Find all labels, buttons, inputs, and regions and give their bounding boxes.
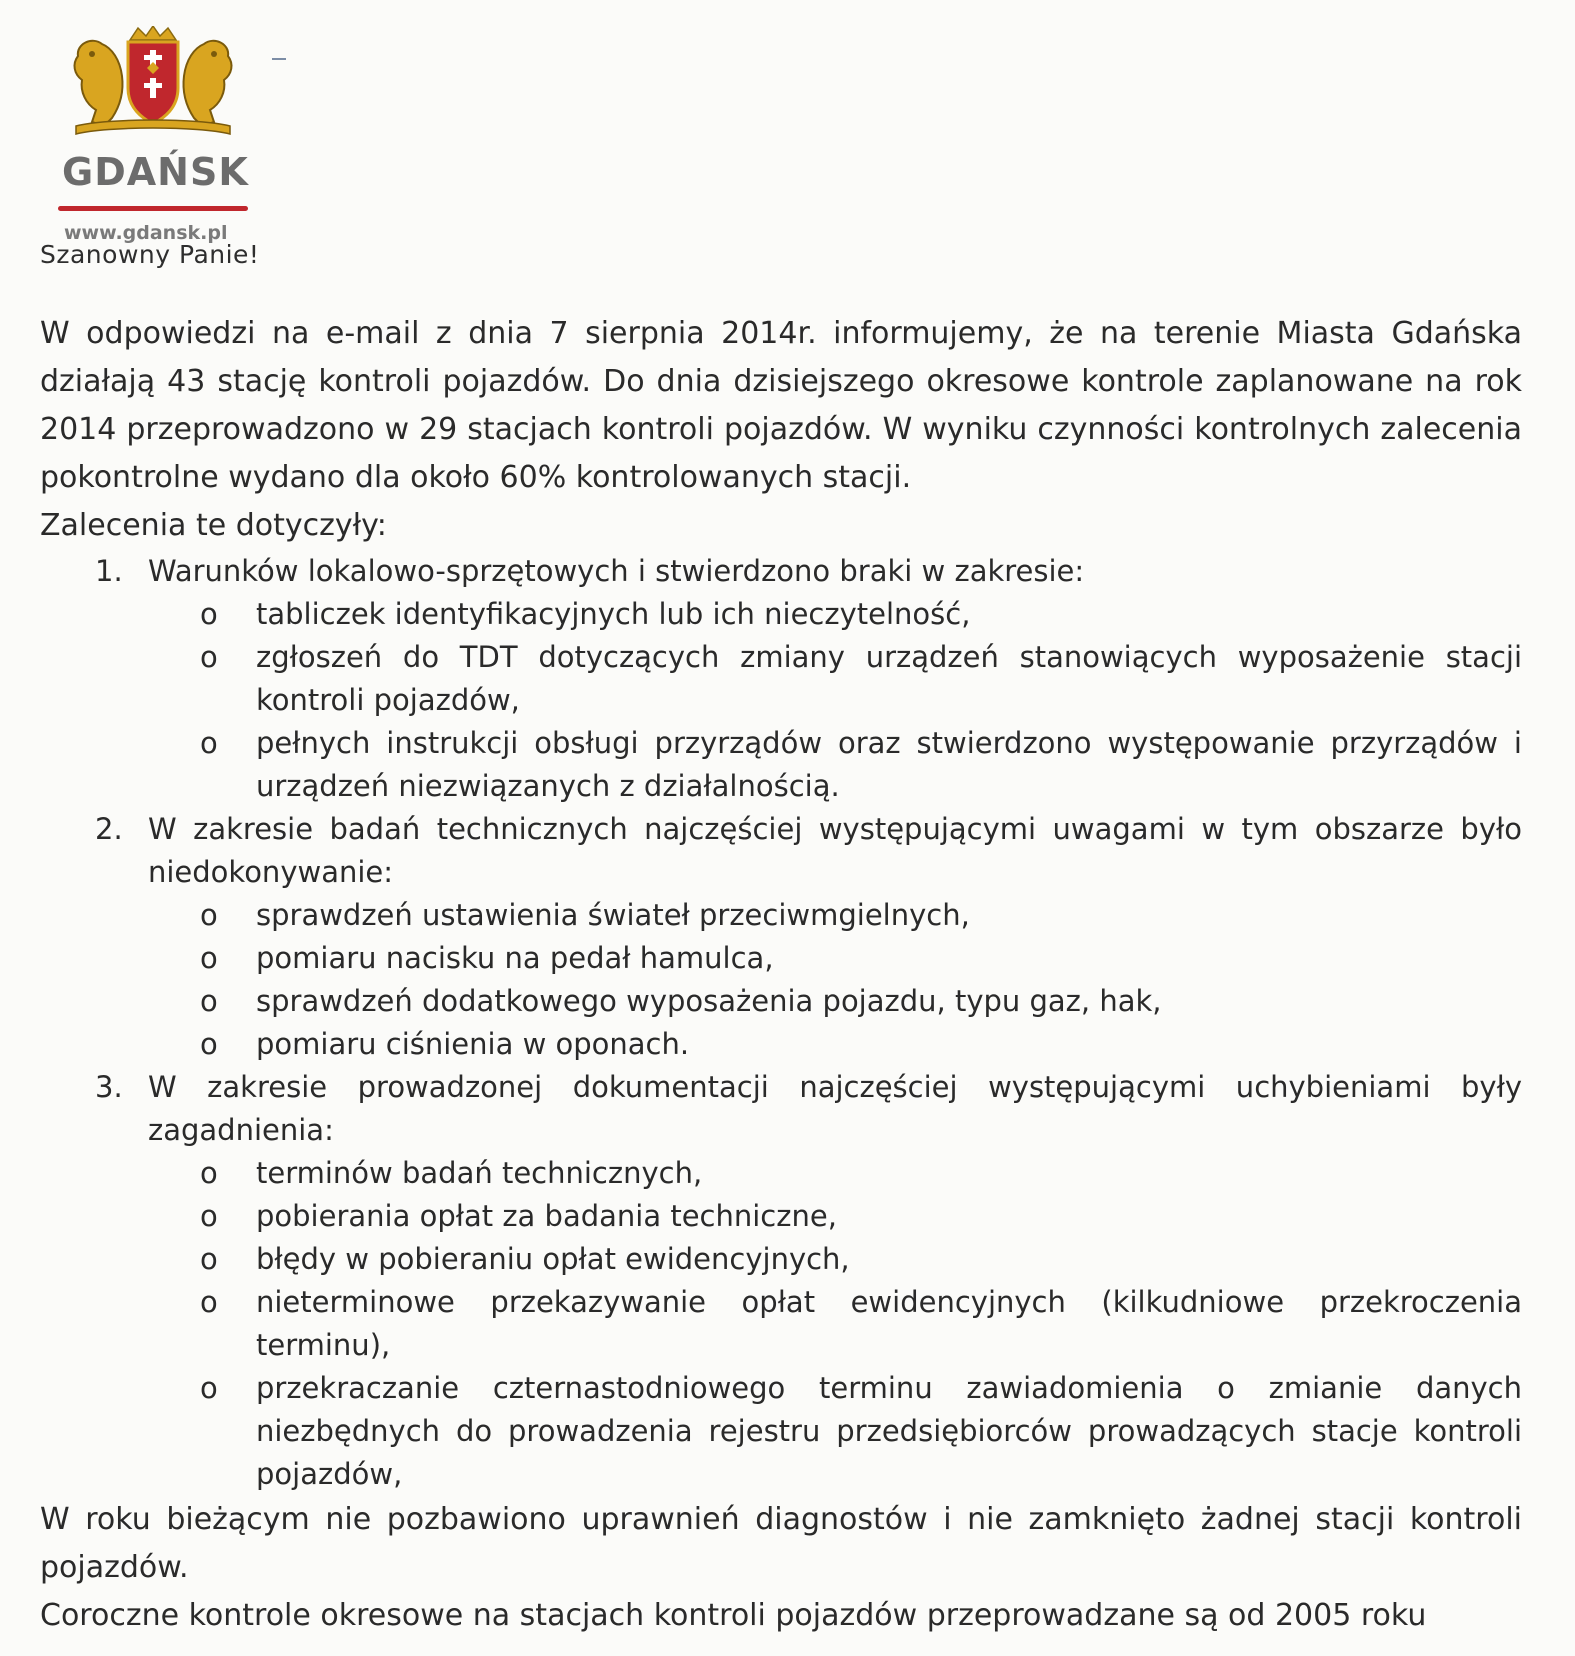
intro-paragraph: W odpowiedzi na e-mail z dnia 7 sierpnia 2014r. informujemy, że na terenie Miasta Gdańska działają 43 stację kontroli pojazdów. Do dnia dzisiejszego okresowe kontrole zaplanowane na rok 2014 przeprowadzono w 29 stacjach kontroli pojazdów. W wyniku czynności kontrolnych zalecenia pokontrolne wydano dla około 60% kontrolowanych stacji. <box>40 316 1522 495</box>
bullet-icon: o <box>200 984 218 1018</box>
salutation: Szanowny Panie! <box>40 240 260 269</box>
bullet-icon: o <box>200 640 218 674</box>
sub-list <box>148 593 1522 808</box>
logo-underline <box>58 206 248 211</box>
item-text: W zakresie prowadzonej dokumentacji najczęściej występującymi uchybieniami były zagadnienia: <box>148 1070 1522 1147</box>
sub-list-item: o zgłoszeń do TDT dotyczących zmiany urządzeń stanowiących wyposażenie stacji kontroli pojazdów, <box>40 636 1522 722</box>
sub-list-item: o przekraczanie czternastodniowego terminu zawiadomienia o zmianie danych niezbędnych do prowadzenia rejestru przedsiębiorców prowadzących stacje kontroli pojazdów, <box>40 1367 1522 1496</box>
list-item <box>40 1066 1522 1496</box>
bullet-icon: o <box>200 898 218 932</box>
sub-list-item: o pomiaru nacisku na pedał hamulca, <box>40 937 1522 980</box>
logo-wordmark: GDAŃSK <box>62 150 249 194</box>
bullet-icon: o <box>200 1027 218 1061</box>
gdansk-logo <box>58 26 258 244</box>
item-number: 2. <box>95 812 123 846</box>
sub-list-item: o sprawdzeń dodatkowego wyposażenia pojazdu, typu gaz, hak, <box>40 980 1522 1023</box>
bullet-icon: o <box>200 726 218 760</box>
list-item <box>40 808 1522 1066</box>
bullet-icon: o <box>200 1242 218 1276</box>
item-text: W zakresie badań technicznych najczęściej występującymi uwagami w tym obszarze było niedokonywanie: <box>148 812 1522 889</box>
sub-list-item: o sprawdzeń ustawienia świateł przeciwmgielnych, <box>40 894 1522 937</box>
bullet-icon: o <box>200 597 218 631</box>
list-lead: Zalecenia te dotyczyły: <box>40 508 387 543</box>
logo-url: www.gdansk.pl <box>64 222 228 244</box>
bullet-icon: o <box>200 941 218 975</box>
sub-list <box>148 894 1522 1066</box>
sub-list-item: o błędy w pobieraniu opłat ewidencyjnych, <box>40 1238 1522 1281</box>
bullet-icon: o <box>200 1285 218 1319</box>
closing-paragraph-1: W roku bieżącym nie pozbawiono uprawnień diagnostów i nie zamknięto żadnej stacji kontroli pojazdów. <box>40 1502 1522 1585</box>
recommendations-list <box>40 550 1522 1496</box>
sub-list-item: o pełnych instrukcji obsługi przyrządów oraz stwierdzono występowanie przyrządów i urządzeń niezwiązanych z działalnością. <box>40 722 1522 808</box>
header-dash <box>272 58 286 60</box>
sub-list-item: o nieterminowe przekazywanie opłat ewidencyjnych (kilkudniowe przekroczenia terminu), <box>40 1281 1522 1367</box>
bullet-icon: o <box>200 1156 218 1190</box>
sub-list-item: o pobierania opłat za badania techniczne, <box>40 1195 1522 1238</box>
list-item <box>40 550 1522 808</box>
item-text: Warunków lokalowo-sprzętowych i stwierdzono braki w zakresie: <box>148 554 1085 588</box>
sub-list-item: o tabliczek identyfikacyjnych lub ich nieczytelność, <box>40 593 1522 636</box>
sub-list-item: o pomiaru ciśnienia w oponach. <box>40 1023 1522 1066</box>
bullet-icon: o <box>200 1199 218 1233</box>
coat-of-arms-icon <box>68 26 238 136</box>
item-number: 1. <box>95 554 123 588</box>
item-number: 3. <box>95 1070 123 1104</box>
closing-paragraph-2: Coroczne kontrole okresowe na stacjach kontroli pojazdów przeprowadzane są od 2005 roku <box>40 1598 1427 1633</box>
sub-list-item: o terminów badań technicznych, <box>40 1152 1522 1195</box>
sub-list <box>148 1152 1522 1496</box>
bullet-icon: o <box>200 1371 218 1405</box>
letter-body <box>40 310 1522 1640</box>
